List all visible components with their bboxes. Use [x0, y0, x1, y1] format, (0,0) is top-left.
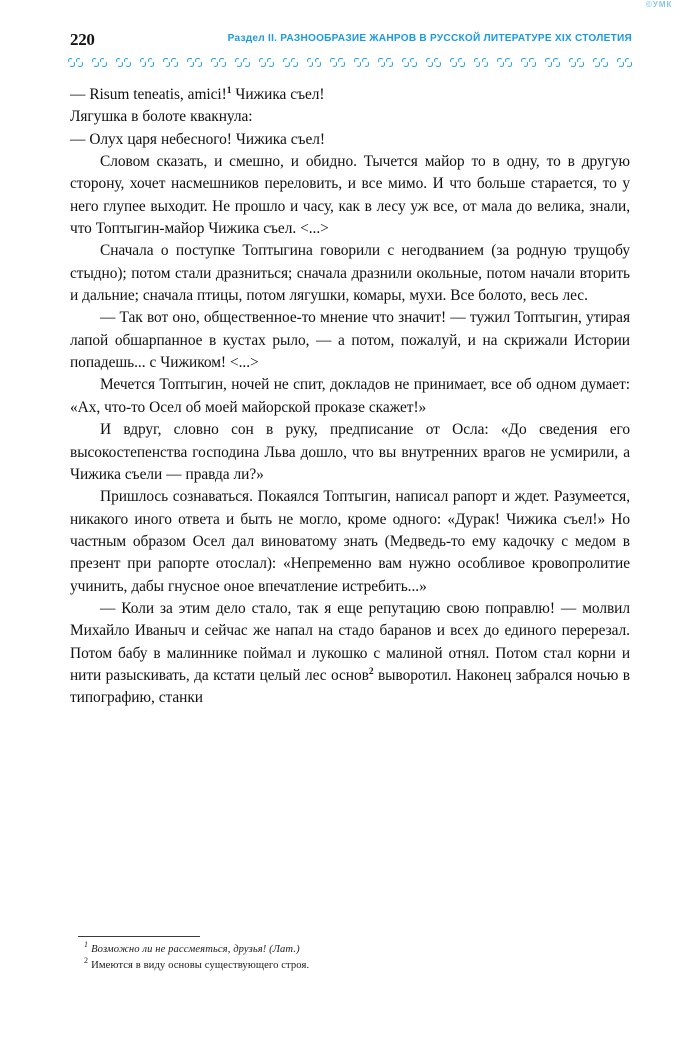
ornament-group: [140, 58, 155, 67]
body-paragraph: Сначала о поступке Топтыгина говорили с негодванием (за родную трущобу стыдно); потом стали дразниться; сначала дразнили окольные, потом начали вторить и дальние; сначала птицы, потом лягушки, комары, мухи. Все болото, весь лес.: [70, 242, 630, 305]
ornament-group: [450, 58, 465, 67]
double-curl-ornament: [577, 58, 584, 67]
body-paragraph: Пришлось сознаваться. Покаялся Топтыгин, написал рапорт и ждет. Разумеется, никакого иного ответа и быть не могло, кроме одного: «Дурак! Чижика съел!» Но частным образом Осел дал виноватому знать (Медведь-то ему кадочку с медом в презент при рапорте отослал): «Непременно вам нужно особливое кровопролитие учинить, дабы гнусное оное впечатление истребить...»: [70, 488, 630, 595]
ornament-group: [235, 58, 250, 67]
ornament-group: [617, 58, 632, 67]
ornament-group: [497, 58, 512, 67]
page-number: 220: [70, 30, 95, 49]
double-curl-ornament: [410, 58, 417, 67]
footnote-reference[interactable]: 2: [368, 666, 374, 677]
double-curl-ornament: [505, 58, 512, 67]
double-curl-ornament: [362, 58, 369, 67]
ornament-group: [521, 58, 536, 67]
double-curl-ornament: [426, 58, 433, 67]
double-curl-ornament: [235, 58, 242, 67]
ornament-group: [402, 58, 417, 67]
ornament-group: [92, 58, 107, 67]
double-curl-ornament: [267, 58, 274, 67]
footnote-text: Имеются в виду основы существующего строя.: [91, 959, 310, 971]
double-curl-ornament: [529, 58, 536, 67]
double-curl-ornament: [92, 58, 99, 67]
double-curl-ornament: [283, 58, 290, 67]
ornament-divider: [68, 56, 632, 69]
double-curl-ornament: [211, 58, 218, 67]
body-text-column: [70, 84, 630, 710]
double-curl-ornament: [68, 58, 75, 67]
double-curl-ornament: [195, 58, 202, 67]
ornament-group: [354, 58, 369, 67]
double-curl-ornament: [307, 58, 314, 67]
double-curl-ornament: [553, 58, 560, 67]
ornament-group: [307, 58, 322, 67]
body-paragraph: Словом сказать, и смешно, и обидно. Тычется майор то в одну, то в другую сторону, хочет насмешников переловить, и все мимо. И что больше старается, то у него глупее выходит. Не прошло и часу, как в лесу уж все, от мала до велика, знали, что Топтыгин-майор Чижика съел. <...>: [70, 153, 630, 238]
body-paragraph: — Так вот оно, общественное-то мнение что значит! — тужил Топтыгин, утирая лапой обшарпанное в кустах рыло, — а потом, пожалуй, и на скрижали Истории попадешь... с Чижиком! <...>: [70, 309, 630, 372]
footnote-item: [70, 955, 630, 974]
running-head-title: Раздел II. РАЗНООБРАЗИЕ ЖАНРОВ В РУССКОЙ ЛИТЕРАТУРЕ XIX СТОЛЕТИЯ: [227, 33, 632, 44]
double-curl-ornament: [569, 58, 576, 67]
ornament-group: [545, 58, 560, 67]
footnote-reference[interactable]: 1: [226, 85, 232, 96]
double-curl-ornament: [76, 58, 83, 67]
double-curl-ornament: [450, 58, 457, 67]
double-curl-ornament: [482, 58, 489, 67]
footnote-block: [70, 936, 630, 973]
double-curl-ornament: [521, 58, 528, 67]
double-curl-ornament: [497, 58, 504, 67]
body-paragraph: — Коли за этим дело стало, так я еще репутацию свою поправлю! — молвил Михайло Иваныч и сейчас же напал на стадо баранов и всех до единого перерезал. Потом бабу в малиннике поймал и лукошко с малиной отнял. Потом стал корни и нити разыскивать, да кстати целый лес основ$^2$ выворотил. Наконец забрался ночью в типографию, станки: [70, 599, 630, 707]
ornament-group: [116, 58, 131, 67]
footnote-separator-rule: [78, 936, 200, 937]
footnote-marker: 2: [84, 955, 89, 965]
body-paragraph: — Олух царя небесного! Чижика съел!: [70, 130, 325, 148]
double-curl-ornament: [259, 58, 266, 67]
double-curl-ornament: [291, 58, 298, 67]
ornament-group: [378, 58, 393, 67]
double-curl-ornament: [338, 58, 345, 67]
double-curl-ornament: [601, 58, 608, 67]
double-curl-ornament: [330, 58, 337, 67]
double-curl-ornament: [625, 58, 632, 67]
double-curl-ornament: [116, 58, 123, 67]
double-curl-ornament: [171, 58, 178, 67]
ornament-group: [211, 58, 226, 67]
double-curl-ornament: [402, 58, 409, 67]
ornament-group: [474, 58, 489, 67]
ornament-group: [187, 58, 202, 67]
ornament-group: [569, 58, 584, 67]
double-curl-ornament: [354, 58, 361, 67]
double-curl-ornament: [163, 58, 170, 67]
double-curl-ornament: [219, 58, 226, 67]
footnote-item: [70, 942, 630, 958]
double-curl-ornament: [148, 58, 155, 67]
footnote-text: Возможно ли не рассмеяться, друзья! (Лат.): [91, 944, 300, 955]
body-paragraph: И вдруг, словно сон в руку, предписание от Осла: «До сведения его высокостепенства господина Льва дошло, что вы внутренних врагов не усмирили, а Чижика съели — правда ли?»: [70, 421, 630, 483]
double-curl-ornament: [140, 58, 147, 67]
double-curl-ornament: [187, 58, 194, 67]
ornament-group: [283, 58, 298, 67]
double-curl-ornament: [545, 58, 552, 67]
body-paragraph: — Risum teneatis, amici!$^1$ Чижика съел!: [70, 85, 325, 103]
ornament-group: [426, 58, 441, 67]
double-curl-ornament: [100, 58, 107, 67]
body-paragraph: Лягушка в болоте квакнула:: [70, 108, 253, 126]
double-curl-ornament: [458, 58, 465, 67]
double-curl-ornament: [315, 58, 322, 67]
footnote-marker: 1: [84, 940, 89, 950]
double-curl-ornament: [617, 58, 624, 67]
double-curl-ornament: [378, 58, 385, 67]
double-curl-ornament: [434, 58, 441, 67]
corner-watermark: ©УМК: [646, 0, 673, 9]
body-paragraph: Мечется Топтыгин, ночей не спит, докладов не принимает, все об одном думает: «Ах, что-то Осел об моей майорской проказе скажет!»: [70, 376, 630, 416]
double-curl-ornament: [593, 58, 600, 67]
double-curl-ornament: [386, 58, 393, 67]
double-curl-ornament: [124, 58, 131, 67]
ornament-group: [593, 58, 608, 67]
double-curl-ornament: [474, 58, 481, 67]
running-head: [70, 30, 630, 52]
ornament-group: [163, 58, 178, 67]
ornament-group: [330, 58, 345, 67]
footnote-list: [70, 942, 630, 973]
double-curl-ornament: [243, 58, 250, 67]
ornament-group: [68, 58, 83, 67]
ornament-group: [259, 58, 274, 67]
